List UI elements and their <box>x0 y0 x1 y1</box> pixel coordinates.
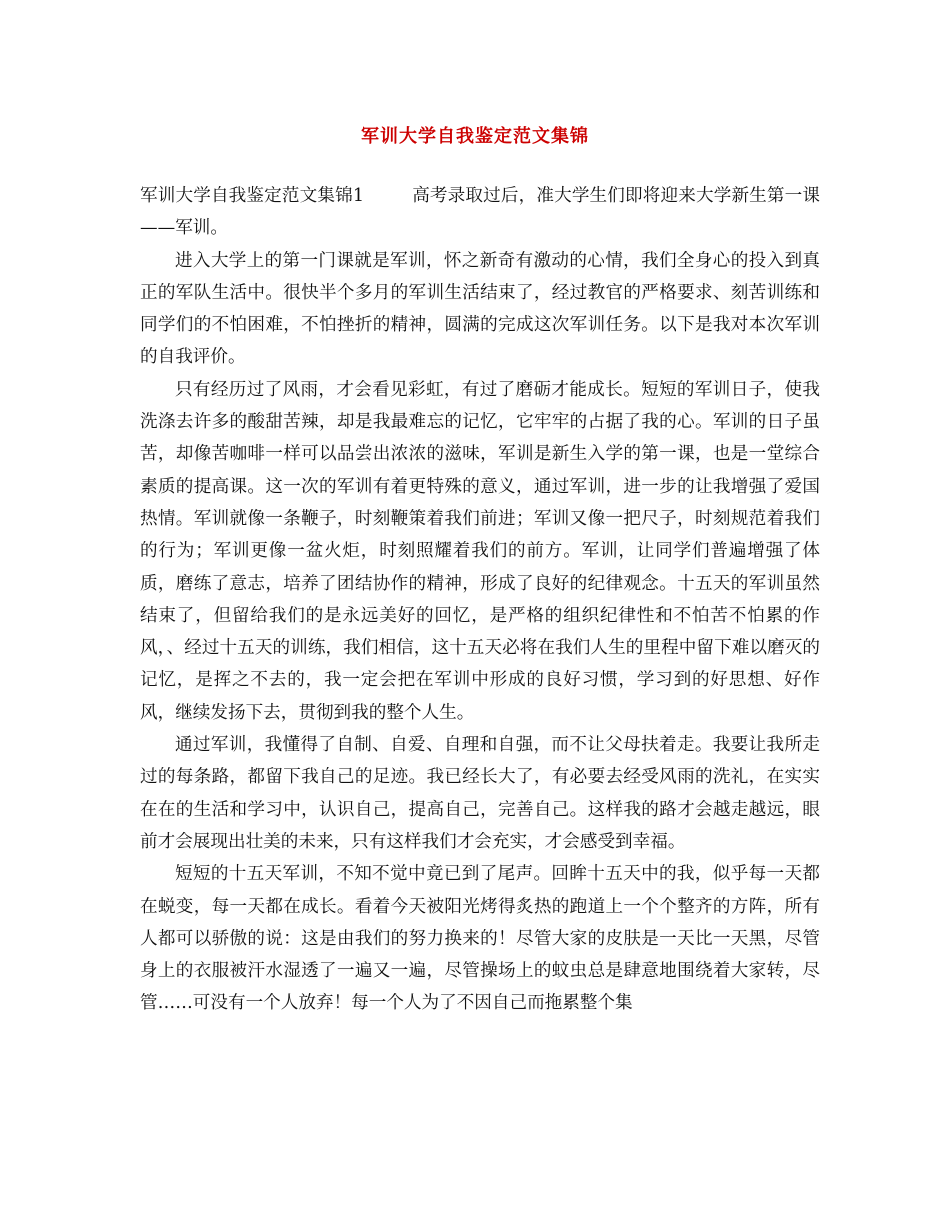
document-body <box>140 180 820 1020</box>
document-title: 军训大学自我鉴定范文集锦 <box>361 126 589 147</box>
paragraph: 只有经历过了风雨，才会看见彩虹，有过了磨砺才能成长。短短的军训日子，使我洗涤去许多的酸甜苦辣，却是我最难忘的记忆，它牢牢的占据了我的心。军训的日子虽苦，却像苦咖啡一样可以品尝出浓浓的滋味，军训是新生入学的第一课，也是一堂综合素质的提高课。这一次的军训有着更特殊的意义，通过军训，进一步的让我增强了爱国热情。军训就像一条鞭子，时刻鞭策着我们前进；军训又像一把尺子，时刻规范着我们的行为；军训更像一盆火炬，时刻照耀着我们的前方。军训，让同学们普遍增强了体质，磨练了意志，培养了团结协作的精神，形成了良好的纪律观念。十五天的军训虽然结束了，但留给我们的是永远美好的回忆，是严格的组织纪律性和不怕苦不怕累的作风，、经过十五天的训练，我们相信，这十五天必将在我们人生的里程中留下难以磨灭的记忆，是挥之不去的，我一定会把在军训中形成的良好习惯，学习到的好思想、好作风，继续发扬下去，贯彻到我的整个人生。 <box>140 379 820 723</box>
paragraph: 通过军训，我懂得了自制、自爱、自理和自强，而不让父母扶着走。我要让我所走过的每条路，都留下我自己的足迹。我已经长大了，有必要去经受风雨的洗礼，在实实在在的生活和学习中，认识自己，提高自己，完善自己。这样我的路才会越走越远，眼前才会展现出壮美的未来，只有这样我们才会充实，才会感受到幸福。 <box>140 735 820 852</box>
paragraph: 短短的十五天军训，不知不觉中竟已到了尾声。回眸十五天中的我，似乎每一天都在蜕变，每一天都在成长。看着今天被阳光烤得炙热的跑道上一个个整齐的方阵，所有人都可以骄傲的说：这是由我们的努力换来的！尽管大家的皮肤是一天比一天黑，尽管身上的衣服被汗水湿透了一遍又一遍，尽管操场上的蚊虫总是肆意地围绕着大家转，尽管……可没有一个人放弃！每一个人为了不因自己而拖累整个集 <box>140 864 820 1014</box>
paragraph-text: 高考录取过后，准大学生们即将迎来大学新生第一课——军训。 <box>140 186 820 239</box>
paragraph-intro <box>140 180 820 245</box>
paragraph: 进入大学上的第一门课就是军训，怀之新奇有激动的心情，我们全身心的投入到真正的军队生活中。很快半个多月的军训生活结束了，经过教官的严格要求、刻苦训练和同学们的不怕困难，不怕挫折的精神，圆满的完成这次军训任务。以下是我对本次军训的自我评价。 <box>140 250 820 368</box>
inline-heading: 军训大学自我鉴定范文集锦1 <box>140 186 365 206</box>
